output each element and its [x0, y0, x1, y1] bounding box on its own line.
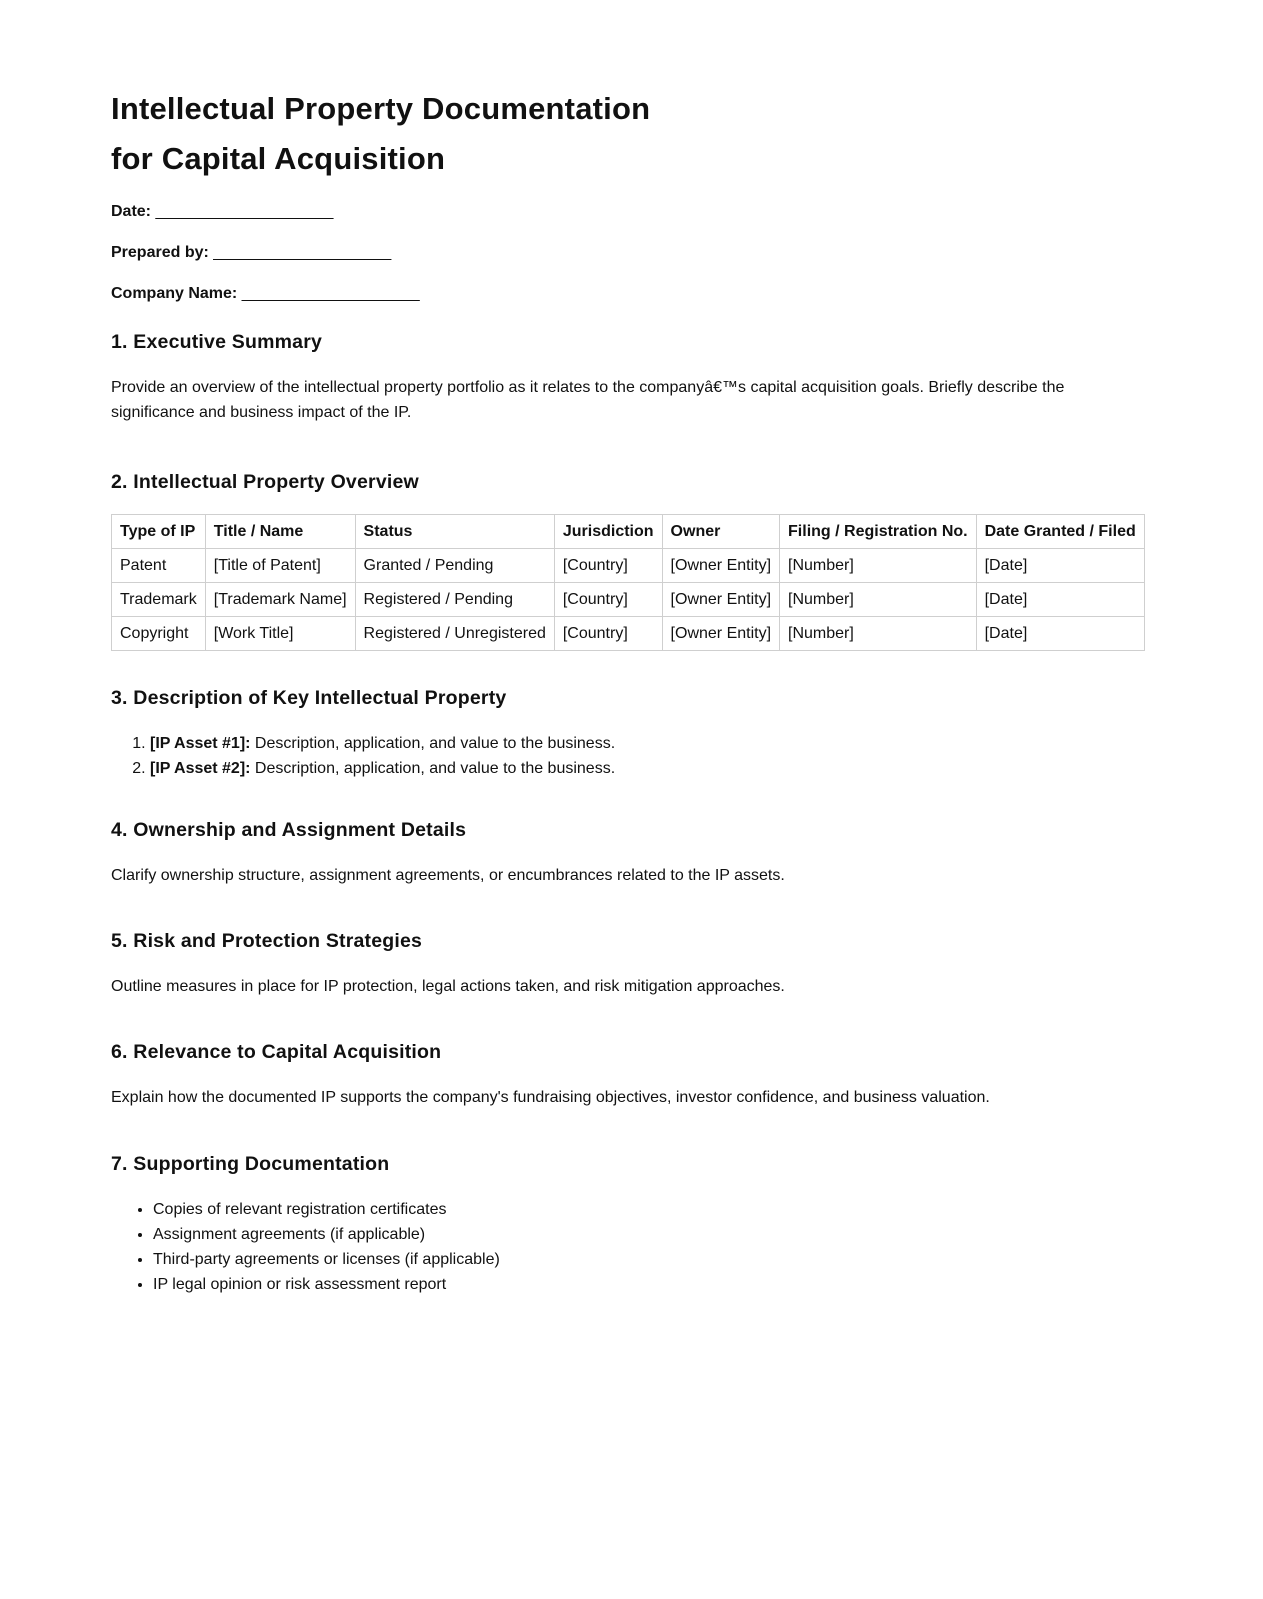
section-heading-executive-summary: 1. Executive Summary	[111, 331, 323, 353]
table-row	[112, 583, 1145, 617]
table-cell: [Country]	[554, 617, 662, 651]
document-title	[111, 84, 711, 184]
column-header: Status	[355, 515, 554, 549]
section-heading-relevance: 6. Relevance to Capital Acquisition	[111, 1041, 442, 1063]
prepared-by-label: Prepared by:	[111, 244, 209, 261]
document-page	[111, 84, 1136, 1297]
table-cell: Registered / Pending	[355, 583, 554, 617]
section-heading-supporting-docs: 7. Supporting Documentation	[111, 1153, 390, 1175]
table-cell: [Owner Entity]	[662, 617, 779, 651]
table-cell: [Trademark Name]	[205, 583, 355, 617]
title-line-1: Intellectual Property Documentation	[111, 91, 651, 126]
asset-label: [IP Asset #1]:	[150, 735, 251, 752]
section-heading-risk: 5. Risk and Protection Strategies	[111, 930, 423, 952]
executive-summary-text: Provide an overview of the intellectual property portfolio as it relates to the companyâ€™s capital acquisition goals. Briefly describe the significance and business impact of the IP.	[111, 379, 1065, 421]
column-header: Title / Name	[205, 515, 355, 549]
company-name-label: Company Name:	[111, 285, 238, 302]
column-header: Jurisdiction	[554, 515, 662, 549]
table-cell: Trademark	[112, 583, 206, 617]
table-cell: Patent	[112, 549, 206, 583]
table-cell: [Owner Entity]	[662, 549, 779, 583]
column-header: Type of IP	[112, 515, 206, 549]
column-header: Owner	[662, 515, 779, 549]
date-blank: ____________________	[155, 203, 334, 220]
table-cell: Granted / Pending	[355, 549, 554, 583]
risk-text: Outline measures in place for IP protection, legal actions taken, and risk mitigation approaches.	[111, 978, 785, 995]
asset-description: Description, application, and value to the business.	[250, 735, 616, 752]
column-header: Date Granted / Filed	[976, 515, 1144, 549]
table-cell: [Number]	[780, 617, 977, 651]
table-cell: [Country]	[554, 549, 662, 583]
table-header-row	[112, 515, 1145, 549]
table-row	[112, 549, 1145, 583]
table-cell: [Number]	[780, 549, 977, 583]
table-cell: [Date]	[976, 549, 1144, 583]
table-cell: [Date]	[976, 617, 1144, 651]
column-header: Filing / Registration No.	[780, 515, 977, 549]
table-cell: [Date]	[976, 583, 1144, 617]
date-field	[111, 202, 1131, 221]
ip-overview-table	[111, 514, 1145, 651]
ownership-text: Clarify ownership structure, assignment agreements, or encumbrances related to the IP assets.	[111, 867, 785, 884]
list-item	[150, 756, 1131, 781]
section-heading-ownership: 4. Ownership and Assignment Details	[111, 819, 467, 841]
section-heading-key-ip: 3. Description of Key Intellectual Property	[111, 687, 507, 709]
table-cell: [Number]	[780, 583, 977, 617]
key-ip-list	[111, 731, 1131, 781]
table-cell: Registered / Unregistered	[355, 617, 554, 651]
date-label: Date:	[111, 203, 152, 220]
table-cell: [Country]	[554, 583, 662, 617]
prepared-by-field	[111, 243, 1131, 262]
table-cell: [Owner Entity]	[662, 583, 779, 617]
asset-description: Description, application, and value to the business.	[250, 760, 616, 777]
company-name-blank: ____________________	[241, 285, 420, 302]
list-item: • Copies of relevant registration certificates	[153, 1197, 1131, 1222]
company-name-field	[111, 284, 1131, 303]
title-line-2: for Capital Acquisition	[111, 141, 446, 176]
list-item	[150, 731, 1131, 756]
prepared-by-blank: ____________________	[213, 244, 392, 261]
section-heading-ip-overview: 2. Intellectual Property Overview	[111, 471, 419, 493]
relevance-text: Explain how the documented IP supports the company's fundraising objectives, investor confidence, and business valuation.	[111, 1089, 990, 1106]
table-cell: Copyright	[112, 617, 206, 651]
table-cell: [Title of Patent]	[205, 549, 355, 583]
list-item: • Assignment agreements (if applicable)	[153, 1222, 1131, 1247]
table-cell: [Work Title]	[205, 617, 355, 651]
table-row	[112, 617, 1145, 651]
supporting-docs-list	[111, 1197, 1131, 1297]
list-item: • IP legal opinion or risk assessment report	[153, 1272, 1131, 1297]
asset-label: [IP Asset #2]:	[150, 760, 251, 777]
list-item: • Third-party agreements or licenses (if applicable)	[153, 1247, 1131, 1272]
